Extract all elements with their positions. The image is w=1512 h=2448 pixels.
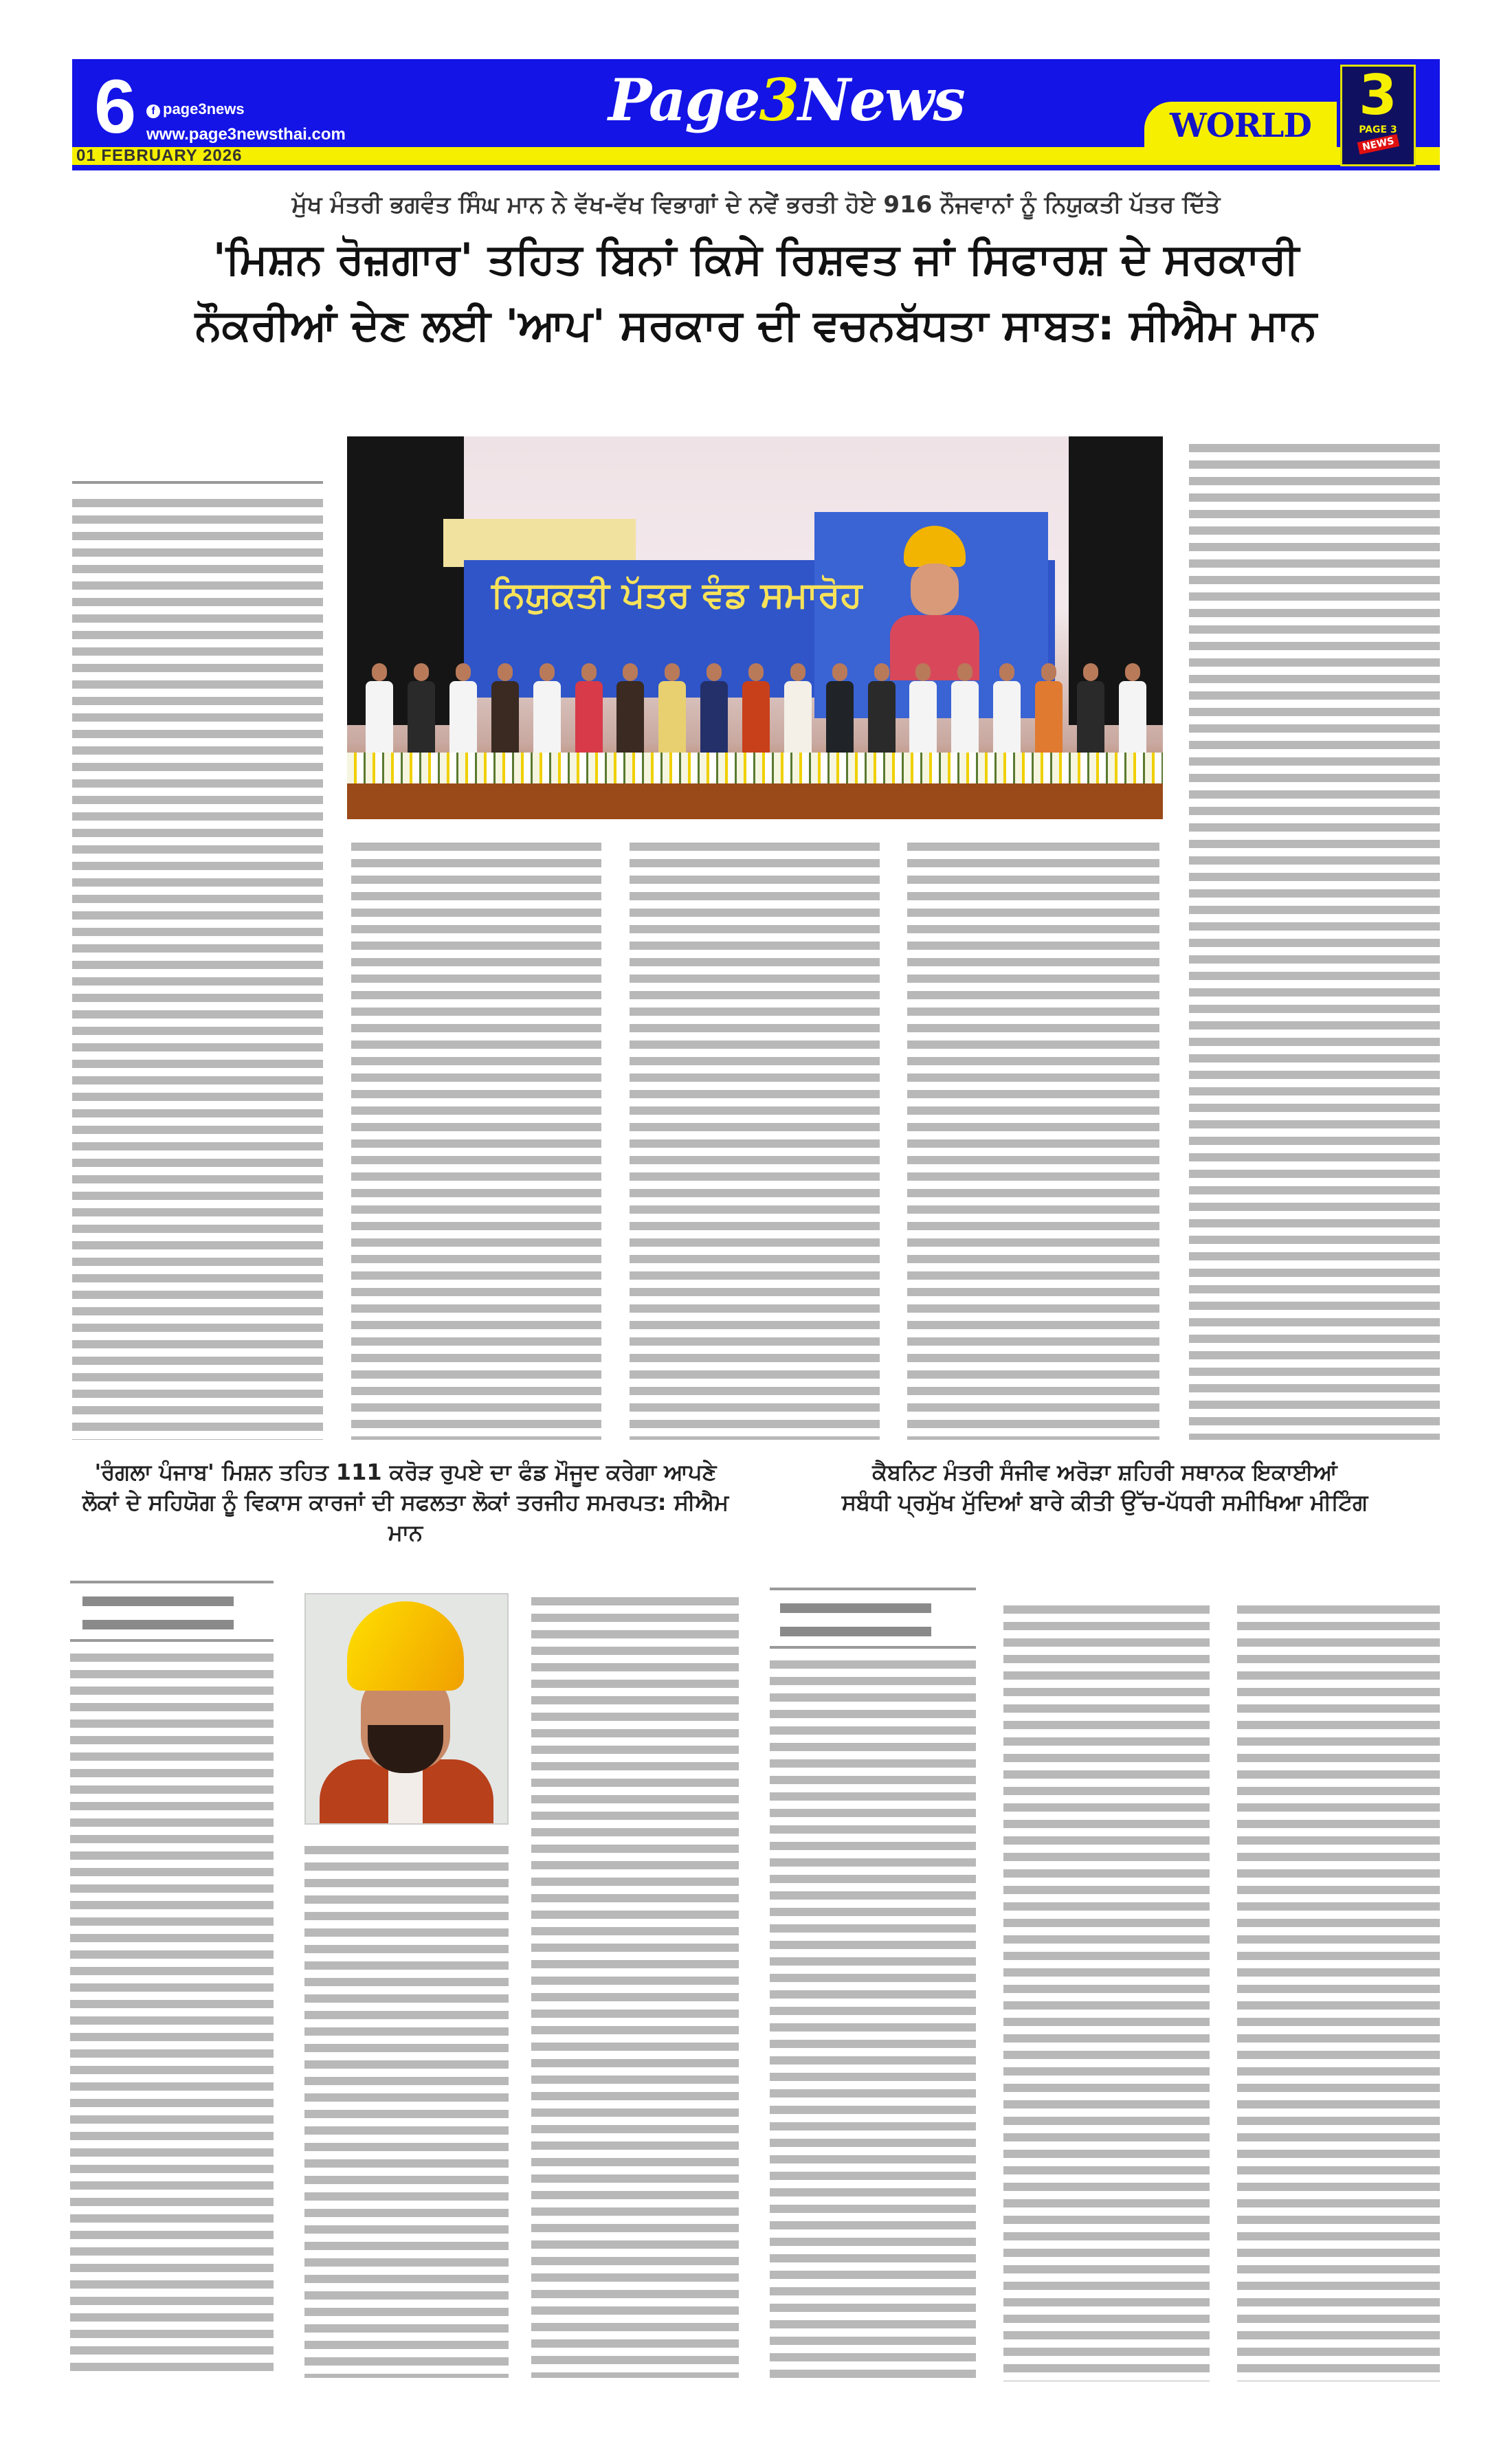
flowers (347, 753, 1163, 783)
story-right-byline (780, 1598, 931, 1639)
lead-column-1 (72, 495, 323, 1440)
lead-headline-line1: 'ਮਿਸ਼ਨ ਰੋਜ਼ਗਾਰ' ਤਹਿਤ ਬਿਨਾਂ ਕਿਸੇ ਰਿਸ਼ਵਤ ਜਾਂ ਸਿਫਾਰਸ਼ ਦੇ ਸਰਕਾਰੀ (212, 234, 1300, 284)
lead-column-3 (630, 838, 880, 1440)
cm-portrait-photo (304, 1593, 509, 1825)
page3-logo-badge: 3 PAGE 3 NEWS (1340, 65, 1416, 166)
story-right-column-1 (770, 1656, 976, 2381)
lead-headlines (72, 189, 1440, 365)
column-rule (770, 1646, 976, 1649)
lead-column-6 (1189, 440, 1440, 1440)
lead-column-2 (351, 838, 601, 1440)
page-number: 6 (94, 65, 137, 149)
newspaper-logo: Page3News (608, 66, 964, 134)
masthead-header (72, 59, 1440, 170)
story-right-column-2 (1003, 1601, 1210, 2381)
lead-deck: ਮੁੱਖ ਮੰਤਰੀ ਭਗਵੰਤ ਸਿੰਘ ਮਾਨ ਨੇ ਵੱਖ-ਵੱਖ ਵਿਭਾਗਾਂ ਦੇ ਨਵੇਂ ਭਰਤੀ ਹੋਏ 916 ਨੌਜਵਾਨਾਂ ਨੂੰ ਨਿਯੁਕਤੀ ਪੱਤਰ ਦਿੱਤੇ (291, 191, 1221, 219)
section-tab: WORLD (1144, 102, 1337, 150)
lead-column-4 (907, 838, 1159, 1440)
story-left-column-3 (531, 1593, 739, 2378)
story-left-headline-line1: 'ਰੰਗਲਾ ਪੰਜਾਬ' ਮਿਸ਼ਨ ਤਹਿਤ 111 ਕਰੋੜ ਰੁਪਏ ਦਾ ਫੰਡ ਮੌਜੂਦ ਕਰੇਗਾ ਆਪਣੇ (94, 1459, 717, 1485)
lead-photo (347, 436, 1163, 819)
facebook-handle: f page3news (146, 100, 245, 118)
story-left-headline-line2: ਲੋਕਾਂ ਦੇ ਸਹਿਯੋਗ ਨੂੰ ਵਿਕਾਸ ਕਾਰਜਾਂ ਦੀ ਸਫਲਤਾ ਲੋਕਾਂ ਤਰਜੀਹ ਸਮਰਪਤ: ਸੀਐਮ ਮਾਨ (82, 1489, 729, 1546)
story-right-column-3 (1237, 1601, 1440, 2381)
story-left-column-2 (304, 1842, 509, 2378)
story-right-headlines (770, 1457, 1440, 1517)
facebook-icon: f (146, 104, 160, 118)
column-rule (72, 481, 323, 484)
column-rule (70, 1581, 274, 1583)
website-link[interactable]: www.page3newsthai.com (146, 125, 346, 144)
story-right-headline-line2: ਸਬੰਧੀ ਪ੍ਰਮੁੱਖ ਮੁੱਦਿਆਂ ਬਾਰੇ ਕੀਤੀ ਉੱਚ-ਪੱਧਰੀ ਸਮੀਖਿਆ ਮੀਟਿੰਗ (841, 1489, 1368, 1515)
banner-portrait (890, 526, 979, 684)
stage-banner-text: ਨਿਯੁਕਤੀ ਪੱਤਰ ਵੰਡ ਸਮਾਰੋਹ (491, 575, 863, 616)
lead-headline-line2: ਨੌਕਰੀਆਂ ਦੇਣ ਲਈ 'ਆਪ' ਸਰਕਾਰ ਦੀ ਵਚਨਬੱਧਤਾ ਸਾਬਤ: ਸੀਐਮ ਮਾਨ (194, 300, 1318, 350)
story-left-column-1 (70, 1649, 274, 2378)
issue-date: 01 FEBRUARY 2026 (76, 146, 243, 165)
story-right-headline-line1: ਕੈਬਨਿਟ ਮੰਤਰੀ ਸੰਜੀਵ ਅਰੋੜਾ ਸ਼ਹਿਰੀ ਸਥਾਨਕ ਇਕਾਈਆਂ (872, 1459, 1337, 1485)
story-left-headlines (72, 1457, 739, 1548)
column-rule (770, 1588, 976, 1590)
column-rule (70, 1639, 274, 1642)
stage-front (347, 783, 1163, 819)
story-left-byline (82, 1591, 234, 1632)
